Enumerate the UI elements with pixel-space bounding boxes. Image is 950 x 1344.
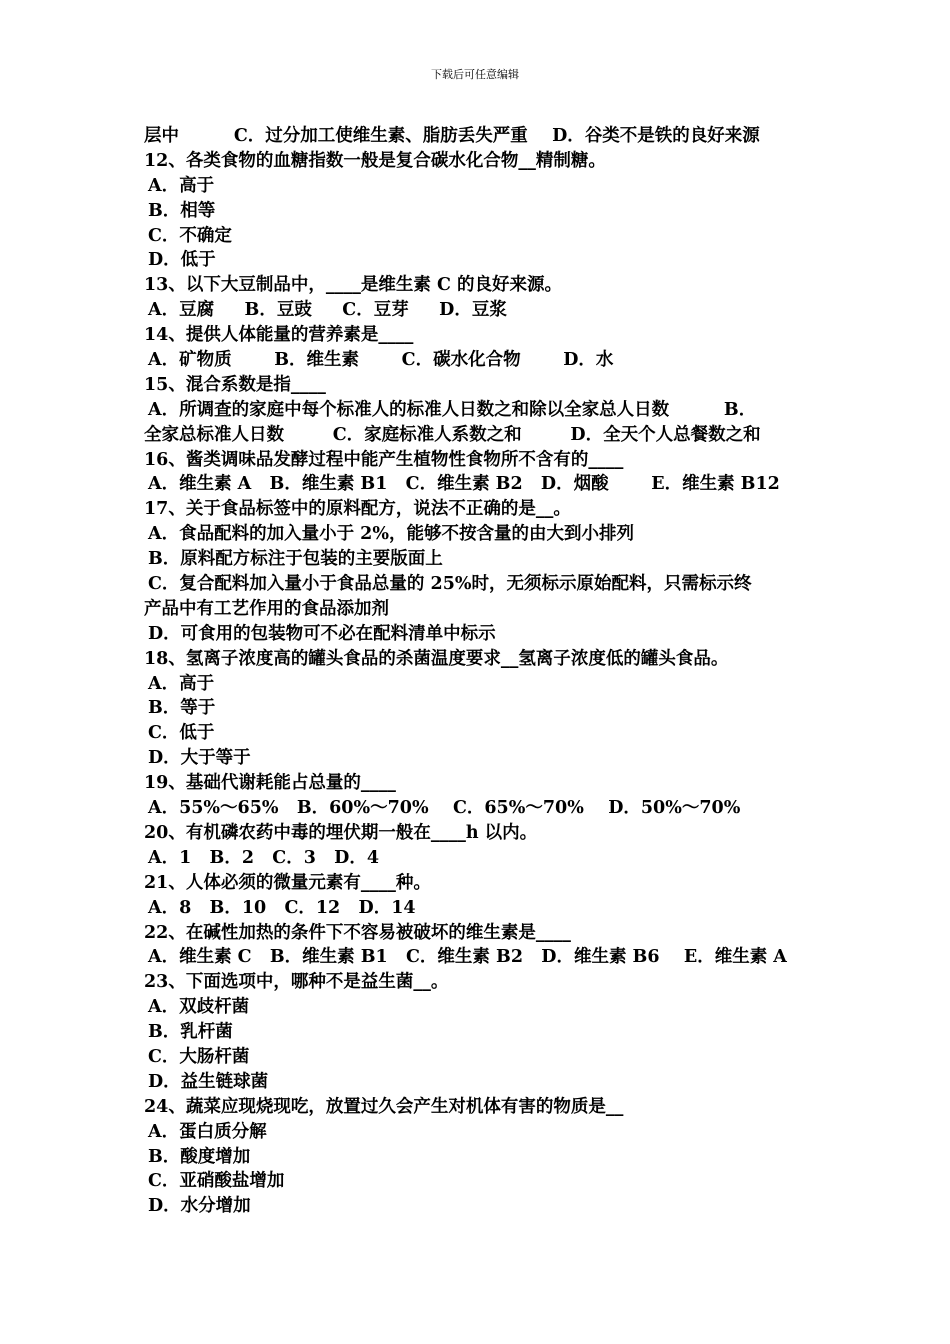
option-line: B．相等: [148, 200, 216, 221]
question-line: 20、有机磷农药中毒的埋伏期一般在____h 以内。: [144, 822, 538, 843]
option-line: A．豆腐 B．豆豉 C．豆芽 D．豆浆: [148, 300, 507, 321]
question-line: 19、基础代谢耗能占总量的____: [144, 773, 396, 794]
option-line: C．大肠杆菌: [148, 1046, 250, 1067]
option-line: B．原料配方标注于包装的主要版面上: [148, 549, 443, 570]
option-line: D．低于: [148, 250, 216, 271]
option-line: A．所调查的家庭中每个标准人的标准人日数之和除以全家总人日数 B．: [148, 399, 757, 420]
question-line: 22、在碱性加热的条件下不容易被破坏的维生素是____: [144, 922, 571, 943]
question-line: 15、混合系数是指____: [144, 374, 326, 395]
option-line: A．双歧杆菌: [148, 997, 250, 1018]
option-line: A．食品配料的加入量小于 2%，能够不按含量的由大到小排列: [148, 524, 634, 545]
option-line: A．55%～65% B．60%～70% C．65%～70% D．50%～70%: [148, 798, 741, 819]
option-line: C．不确定: [148, 225, 232, 246]
option-line: B．酸度增加: [148, 1146, 251, 1167]
question-line: 18、氢离子浓度高的罐头食品的杀菌温度要求__氢离子浓度低的罐头食品。: [144, 648, 729, 669]
continuation-line: 层中 C．过分加工使维生素、脂肪丢失严重 D．谷类不是铁的良好来源: [144, 126, 760, 146]
option-line: C．复合配料加入量小于食品总量的 25%时，无须标示原始配料，只需标示终: [148, 574, 752, 595]
option-line: A．蛋白质分解: [148, 1121, 267, 1142]
option-line: D．可食用的包装物可不必在配料清单中标示: [148, 623, 496, 644]
option-line: C．低于: [148, 723, 215, 744]
option-line: B．等于: [148, 698, 216, 719]
option-line: A．高于: [148, 673, 215, 694]
page-header: 下载后可任意编辑: [431, 68, 519, 81]
option-line: D．益生链球菌: [148, 1071, 269, 1092]
option-line: A．维生素 A B．维生素 B1 C．维生素 B2 D．烟酸 E．维生素 B12: [148, 474, 780, 495]
option-line: A．矿物质 B．维生素 C．碳水化合物 D．水: [148, 350, 614, 371]
question-line: 12、各类食物的血糖指数一般是复合碳水化合物__精制糖。: [144, 150, 606, 171]
question-line: 23、下面选项中，哪种不是益生菌__。: [144, 972, 449, 993]
continuation-line: 产品中有工艺作用的食品添加剂: [144, 598, 389, 619]
option-line: B．乳杆菌: [148, 1022, 233, 1043]
option-line: A．高于: [148, 175, 215, 196]
document-body: [144, 124, 814, 1219]
question-line: 14、提供人体能量的营养素是____: [144, 325, 414, 346]
option-line: D．大于等于: [148, 748, 251, 769]
option-line: A．8 B．10 C．12 D．14: [148, 897, 416, 918]
option-line: D．水分增加: [148, 1196, 251, 1217]
question-line: 17、关于食品标签中的原料配方，说法不正确的是__。: [144, 499, 571, 520]
option-line: A．1 B．2 C．3 D．4: [148, 847, 380, 868]
option-line: C．亚硝酸盐增加: [148, 1171, 285, 1192]
question-line: 24、蔬菜应现烧现吃，放置过久会产生对机体有害的物质是__: [144, 1096, 624, 1117]
question-line: 21、人体必须的微量元素有____种。: [144, 872, 431, 893]
option-line: A．维生素 C B．维生素 B1 C．维生素 B2 D．维生素 B6 E．维生素 A: [148, 947, 787, 968]
continuation-line: 全家总标准人日数 C．家庭标准人系数之和 D．全天个人总餐数之和: [144, 424, 761, 445]
question-line: 13、以下大豆制品中，____是维生素 C 的良好来源。: [144, 275, 562, 296]
question-line: 16、酱类调味品发酵过程中能产生植物性食物所不含有的____: [144, 449, 624, 470]
